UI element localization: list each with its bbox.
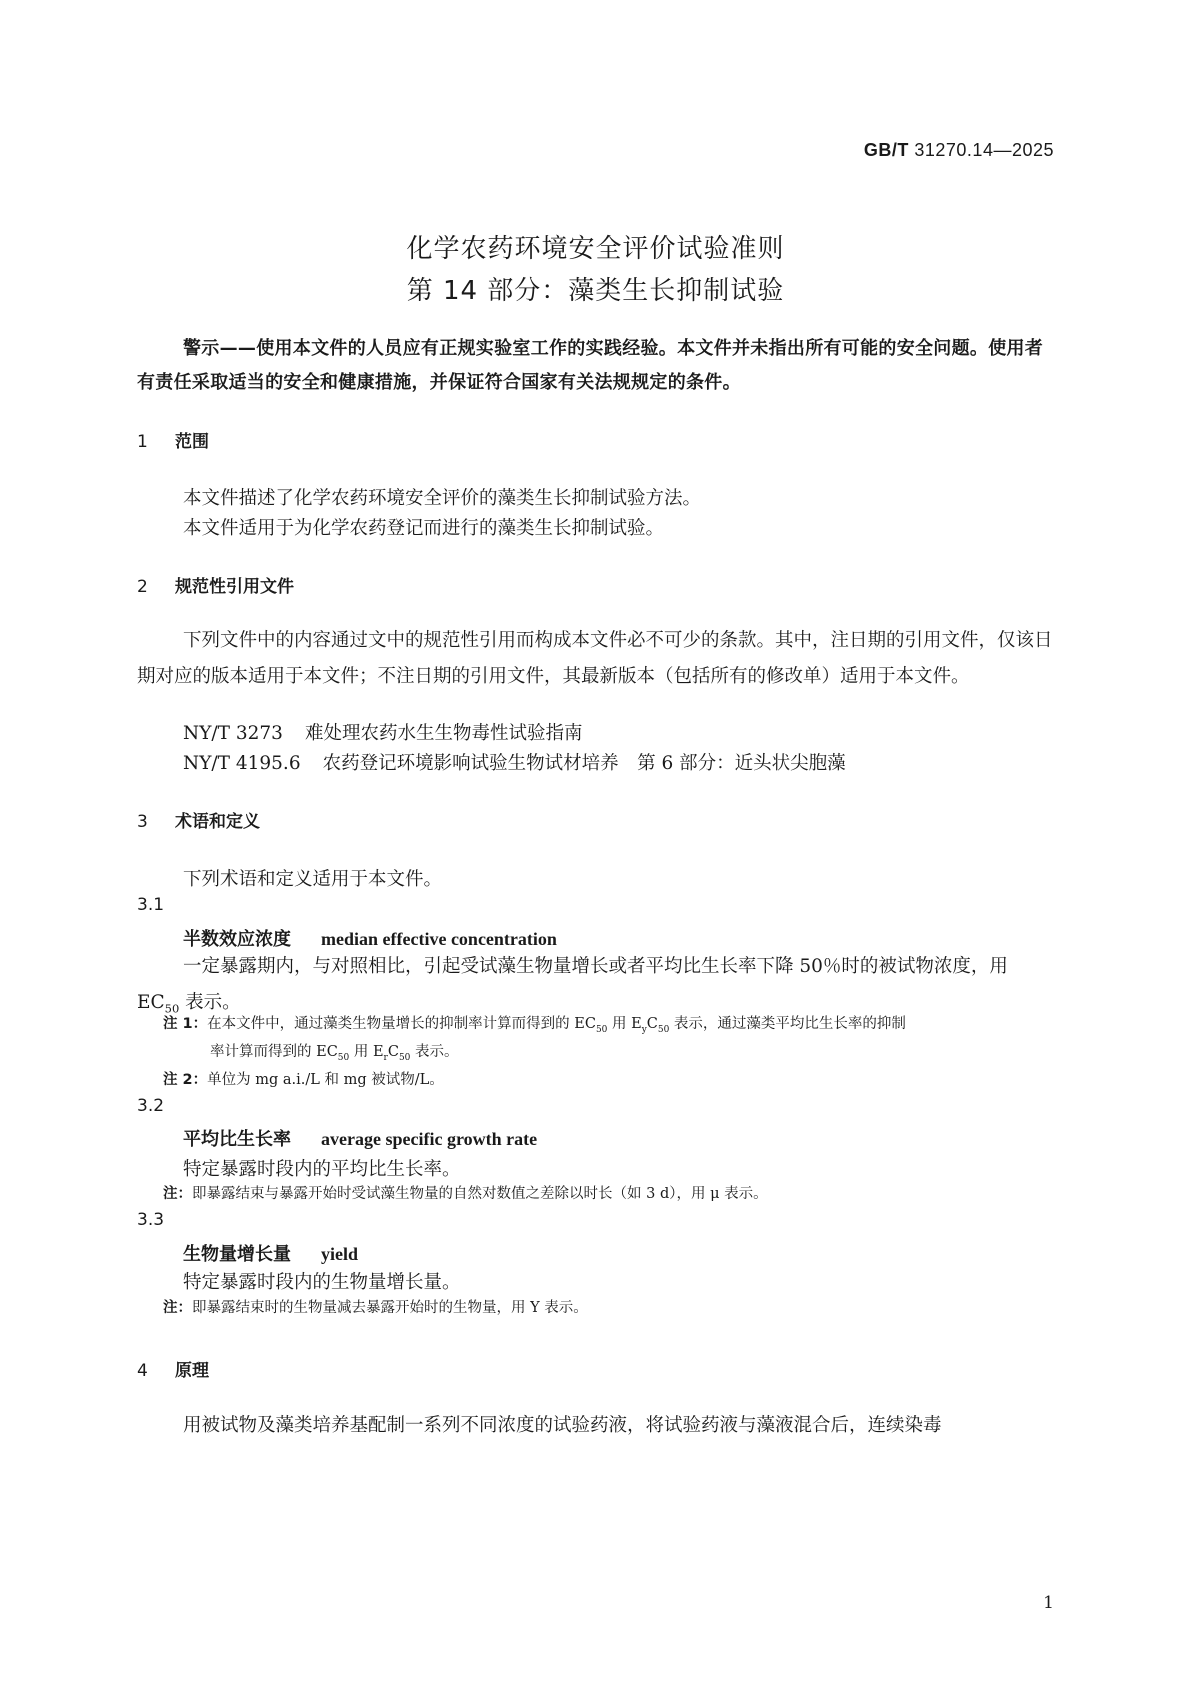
term-definition: 特定暴露时段内的平均比生长率。 xyxy=(183,1159,461,1180)
section-4-paragraph: 用被试物及藻类培养基配制一系列不同浓度的试验药液，将试验药液与藻液混合后，连续染毒 xyxy=(183,1415,942,1436)
clause-number: 3.2 xyxy=(137,1096,165,1116)
warning-paragraph: 警示——使用本文件的人员应有正规实验室工作的实践经验。本文件并未指出所有可能的安全问题。使用者有责任采取适当的安全和健康措施，并保证符合国家有关法规规定的条件。 xyxy=(137,338,1044,393)
section-1-paragraph-2: 本文件适用于为化学农药登记而进行的藻类生长抑制试验。 xyxy=(183,518,665,539)
note: 注：即暴露结束与暴露开始时受试藻生物量的自然对数值之差除以时长（如 3 d），用 μ 表示。 xyxy=(163,1186,768,1202)
clause-number: 3.3 xyxy=(137,1210,165,1230)
reference-item: NY/T 4195.6 农药登记环境影响试验生物试材培养 第 6 部分：近头状尖胞藻 xyxy=(183,753,846,774)
section-2-paragraph: 下列文件中的内容通过文中的规范性引用而构成本文件必不可少的条款。其中，注日期的引用文件，仅该日期对应的版本适用于本文件；不注日期的引用文件，其最新版本（包括所有的修改单）适用于本文件。 xyxy=(137,630,1053,687)
note-1: 注 1：在本文件中，通过藻类生物量增长的抑制率计算而得到的 $EC_{50}$ 用 $E_yC_{50}$ 表示，通过藻类平均比生长率的抑制 xyxy=(163,1016,906,1035)
note-2: 注 2：单位为 mg a.i./L 和 mg 被试物/L。 xyxy=(163,1072,444,1088)
note: 注：即暴露结束时的生物量减去暴露开始时的生物量，用 Y 表示。 xyxy=(163,1300,588,1316)
section-4-heading: 4 原理 xyxy=(137,1361,209,1381)
section-3-heading: 3 术语和定义 xyxy=(137,812,260,832)
document-subtitle: 第 14 部分：藻类生长抑制试验 xyxy=(406,276,785,306)
document-title: 化学农药环境安全评价试验准则 xyxy=(406,234,785,264)
term-heading: 平均比生长率 average specific growth rate xyxy=(183,1129,538,1150)
term-heading: 生物量增长量 yield xyxy=(183,1244,359,1265)
section-3-intro: 下列术语和定义适用于本文件。 xyxy=(183,869,443,890)
term-definition: 一定暴露期内，与对照相比，引起受试藻生物量增长或者平均比生长率下降 50％时的被试物浓度，用 $EC_{50}$ 表示。 xyxy=(137,956,1008,1016)
reference-item: NY/T 3273 难处理农药水生生物毒性试验指南 xyxy=(183,723,583,744)
section-1-heading: 1 范围 xyxy=(137,432,209,452)
note-1-continued: 率计算而得到的 $EC_{50}$ 用 $E_rC_{50}$ 表示。 xyxy=(210,1044,459,1063)
section-2-heading: 2 规范性引用文件 xyxy=(137,577,294,597)
term-definition: 特定暴露时段内的生物量增长量。 xyxy=(183,1272,461,1293)
term-heading: 半数效应浓度 median effective concentration xyxy=(183,929,557,950)
page-number: 1 xyxy=(1043,1593,1054,1613)
clause-number: 3.1 xyxy=(137,895,165,915)
standard-code: GB/T 31270.14—2025 xyxy=(863,140,1054,160)
section-1-paragraph-1: 本文件描述了化学农药环境安全评价的藻类生长抑制试验方法。 xyxy=(183,488,702,509)
